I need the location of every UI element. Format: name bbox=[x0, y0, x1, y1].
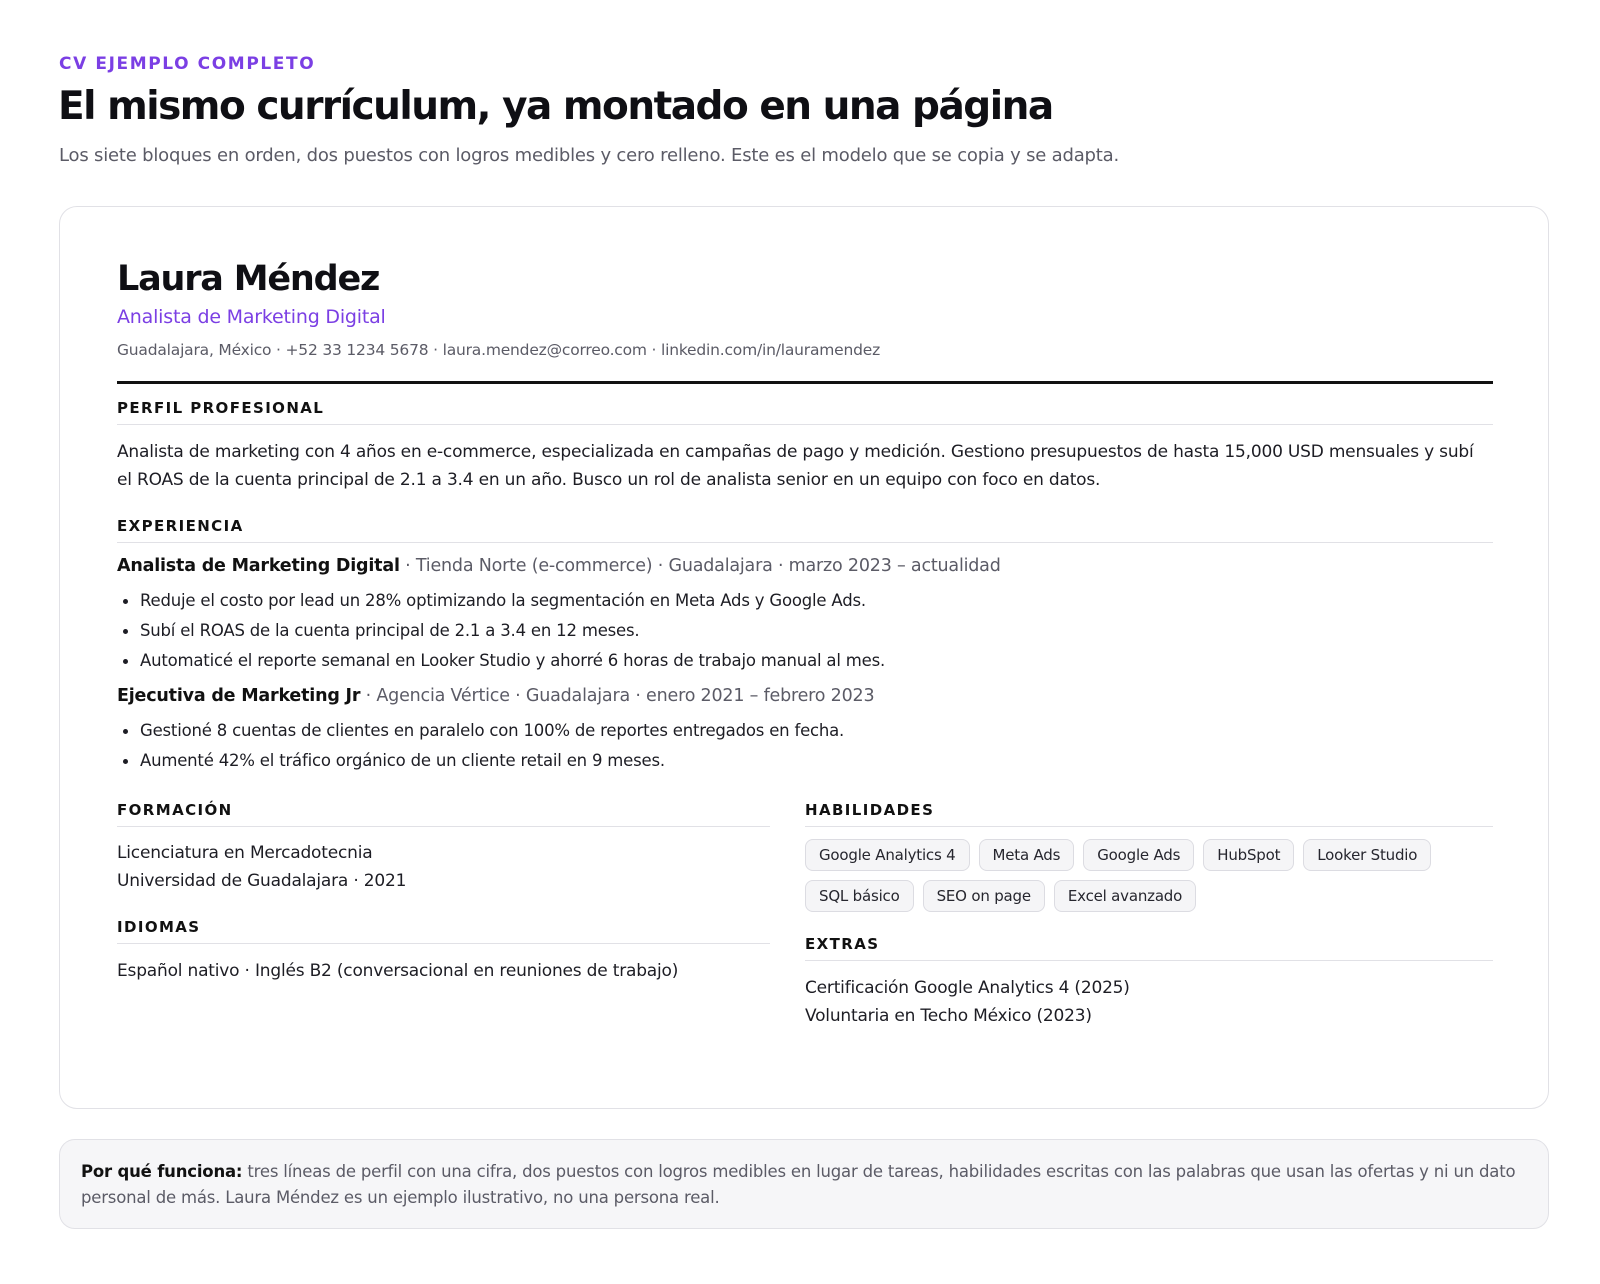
list-item: Aumenté 42% el tráfico orgánico de un cliente retail en 9 meses. bbox=[117, 746, 844, 776]
section-divider bbox=[805, 960, 1493, 961]
job-header bbox=[117, 686, 874, 706]
section-title-languages: IDIOMAS bbox=[117, 918, 201, 936]
skill-chip: Google Analytics 4 bbox=[805, 839, 970, 871]
education-degree: Licenciatura en Mercadotecnia bbox=[117, 843, 373, 863]
job-header bbox=[117, 556, 1001, 576]
list-item: Gestioné 8 cuentas de clientes en paralelo con 100% de reportes entregados en fecha. bbox=[117, 716, 844, 746]
section-divider bbox=[117, 542, 1493, 543]
note-text: tres líneas de perfil con una cifra, dos puestos con logros medibles en lugar de tareas, habilidades escritas con las palabras que usan las ofertas y ni un dato personal de más. Laura Méndez es un ejemplo ilustrativo, no una persona real. bbox=[81, 1162, 1516, 1207]
skill-chip: Google Ads bbox=[1083, 839, 1194, 871]
job-achievements bbox=[117, 586, 885, 676]
job-title: Ejecutiva de Marketing Jr bbox=[117, 686, 361, 706]
page-subtitle: Los siete bloques en orden, dos puestos con logros medibles y cero relleno. Este es el modelo que se copia y se adapta. bbox=[59, 145, 1119, 166]
education-school: Universidad de Guadalajara · 2021 bbox=[117, 871, 407, 891]
languages-text: Español nativo · Inglés B2 (conversacional en reuniones de trabajo) bbox=[117, 961, 679, 981]
cv-contact: Guadalajara, México · +52 33 1234 5678 · laura.mendez@correo.com · linkedin.com/in/lauramendez bbox=[117, 341, 881, 359]
eyebrow-label: CV EJEMPLO COMPLETO bbox=[59, 54, 316, 74]
section-divider bbox=[117, 424, 1493, 425]
page-title: El mismo currículum, ya montado en una página bbox=[58, 84, 1053, 129]
section-divider bbox=[117, 826, 770, 827]
skill-chip: Excel avanzado bbox=[1054, 880, 1196, 912]
explanation-note bbox=[59, 1139, 1549, 1229]
extras-volunteering: Voluntaria en Techo México (2023) bbox=[805, 1006, 1092, 1026]
skill-chip: Meta Ads bbox=[979, 839, 1075, 871]
section-title-experience: EXPERIENCIA bbox=[117, 517, 244, 535]
job-meta: · Agencia Vértice · Guadalajara · enero 2021 – febrero 2023 bbox=[360, 686, 875, 706]
skill-chip: HubSpot bbox=[1203, 839, 1294, 871]
note-label: Por qué funciona: bbox=[81, 1162, 243, 1181]
skill-chip: Looker Studio bbox=[1303, 839, 1431, 871]
job-title: Analista de Marketing Digital bbox=[117, 556, 400, 576]
section-title-profile: PERFIL PROFESIONAL bbox=[117, 399, 325, 417]
list-item: Reduje el costo por lead un 28% optimizando la segmentación en Meta Ads y Google Ads. bbox=[117, 586, 885, 616]
job-meta: · Tienda Norte (e-commerce) · Guadalajara · marzo 2023 – actualidad bbox=[399, 556, 1001, 576]
skill-chip: SQL básico bbox=[805, 880, 914, 912]
skill-chip: SEO on page bbox=[923, 880, 1045, 912]
job-achievements bbox=[117, 716, 844, 776]
section-title-education: FORMACIÓN bbox=[117, 801, 233, 819]
section-title-extras: EXTRAS bbox=[805, 935, 880, 953]
list-item: Automaticé el reporte semanal en Looker Studio y ahorré 6 horas de trabajo manual al mes. bbox=[117, 646, 885, 676]
extras-certification: Certificación Google Analytics 4 (2025) bbox=[805, 978, 1130, 998]
section-title-skills: HABILIDADES bbox=[805, 801, 935, 819]
profile-text: Analista de marketing con 4 años en e-commerce, especializada en campañas de pago y medición. Gestiono presupuestos de hasta 15,000 USD mensuales y subí el ROAS de la cuenta principal de 2.1 a 3.4 en un año. Busco un rol de analista senior en un equipo con foco en datos. bbox=[117, 442, 1474, 490]
section-divider bbox=[117, 943, 770, 944]
header-divider bbox=[117, 381, 1493, 384]
cv-card bbox=[59, 206, 1549, 1109]
cv-role: Analista de Marketing Digital bbox=[117, 306, 386, 328]
section-divider bbox=[805, 826, 1493, 827]
skills-list bbox=[805, 839, 1465, 912]
cv-name: Laura Méndez bbox=[117, 259, 380, 299]
list-item: Subí el ROAS de la cuenta principal de 2.1 a 3.4 en 12 meses. bbox=[117, 616, 885, 646]
